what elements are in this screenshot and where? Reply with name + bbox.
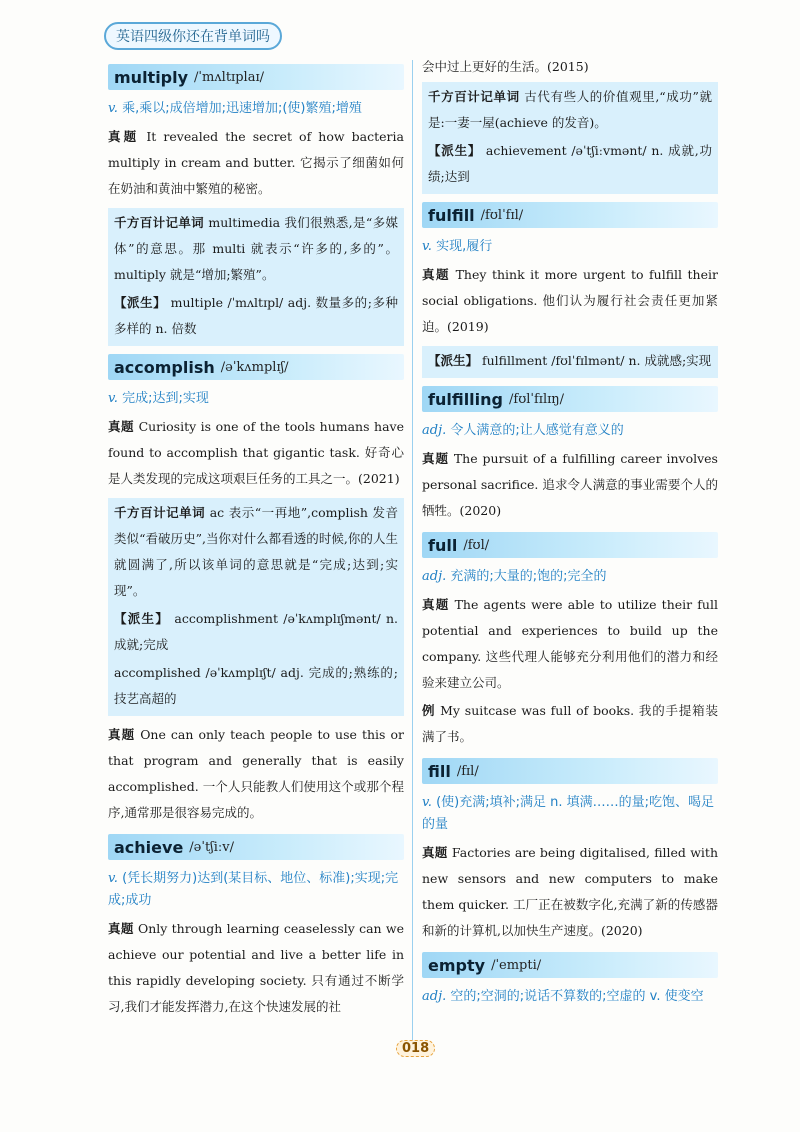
meaning: 完成;达到;实现 (122, 391, 209, 406)
exam-sentence (422, 840, 718, 944)
memory-tip-label: 千方百计记单词 (428, 89, 520, 104)
exam-label: 真题 (108, 419, 135, 434)
right-column (422, 54, 718, 1012)
exam-text: It revealed the secret of how bacteria multiply in cream and butter. 它揭示了细菌如何在奶油和黄油中繁殖的秘密。 (108, 129, 404, 196)
headword: fulfill (428, 205, 475, 225)
phonetic: /fʊlˈfɪl/ (480, 207, 524, 223)
headword: full (428, 535, 458, 555)
derivative-text-2: accomplished /əˈkʌmplɪʃt/ adj. 完成的;熟练的;技艺高超的 (114, 665, 398, 706)
part-of-speech: adj. (422, 423, 447, 438)
meaning: 空的;空洞的;说话不算数的;空虚的 v. 使变空 (450, 989, 704, 1004)
phonetic: /ˈempti/ (491, 957, 542, 973)
definition (108, 98, 404, 120)
derivative-text: fulfillment /fʊlˈfɪlmənt/ n. 成就感;实现 (482, 353, 712, 368)
derivative-label: 【派生】 (114, 611, 170, 626)
example-sentence (422, 698, 718, 750)
exam-sentence (108, 916, 404, 1020)
exam-label: 真题 (108, 129, 140, 144)
derivative-text: accomplishment /əˈkʌmplɪʃmənt/ n. 成就;完成 (114, 611, 398, 652)
exam-sentence (108, 722, 404, 826)
phonetic: /fʊl/ (463, 537, 490, 553)
exam-label: 真题 (108, 727, 136, 742)
headword: empty (428, 955, 486, 975)
exam-text: The pursuit of a fulfilling career involves personal sacrifice. 追求令人满意的事业需要个人的牺牲。(2020) (422, 451, 718, 518)
definition (422, 986, 718, 1008)
meaning: (凭长期努力)达到(某目标、地位、标准);实现;完成;成功 (108, 871, 399, 908)
headword: fulfilling (428, 389, 503, 409)
phonetic: /ˈmʌltɪplaɪ/ (194, 69, 264, 85)
exam-text: They think it more urgent to fulfill their social obligations. 他们认为履行社会责任更加紧迫。(2019) (422, 267, 718, 334)
phonetic: /fʊlˈfɪlɪŋ/ (509, 391, 565, 407)
definition (108, 868, 404, 912)
memory-tip-label: 千方百计记单词 (114, 215, 205, 230)
part-of-speech: adj. (422, 989, 447, 1004)
meaning: 充满的;大量的;饱的;完全的 (450, 569, 607, 584)
memory-tip-box (422, 82, 718, 194)
exam-text: Factories are being digitalised, filled with new sensors and new computers to make them quicker. 工厂正在被数字化,充满了新的传感器和新的计算机,以加快生产速度。(2020) (422, 845, 718, 938)
part-of-speech: v. (108, 101, 118, 116)
exam-label: 真题 (422, 451, 449, 466)
exam-text: Only through learning ceaselessly can we achieve our potential and live a better life in this rapidly developing society. 只有通过不断学习,我们才能发挥潜力,在这个快速发展的社 (108, 921, 404, 1014)
exam-label: 真题 (422, 597, 450, 612)
column-divider (412, 60, 413, 1050)
phonetic: /fɪl/ (456, 763, 479, 779)
entry-header-accomplish (108, 354, 404, 380)
page-number: 018 (396, 1040, 435, 1057)
derivative-text: multiple /ˈmʌltɪpl/ adj. 数量多的;多种多样的 n. 倍数 (114, 295, 398, 336)
derivative-text: achievement /əˈtʃiːvmənt/ n. 成就,功绩;达到 (428, 143, 712, 184)
entry-header-empty (422, 952, 718, 978)
definition (108, 388, 404, 410)
continued-text: 会中过上更好的生活。(2015) (422, 59, 589, 74)
entry-header-fulfilling (422, 386, 718, 412)
meaning: 乘,乘以;成倍增加;迅速增加;(使)繁殖;增殖 (122, 101, 362, 116)
phonetic: /əˈkʌmplɪʃ/ (220, 359, 289, 375)
headword: achieve (114, 837, 184, 857)
derivative-label: 【派生】 (428, 353, 479, 368)
exam-sentence (422, 446, 718, 524)
headword: multiply (114, 67, 189, 87)
entry-header-multiply (108, 64, 404, 90)
headword: fill (428, 761, 451, 781)
part-of-speech: v. (422, 239, 432, 254)
entry-header-fulfill (422, 202, 718, 228)
meaning: 实现,履行 (436, 239, 493, 254)
definition (422, 792, 718, 836)
phonetic: /əˈtʃiːv/ (189, 839, 234, 855)
memory-tip-text: 古代有些人的价值观里,“成功”就是:一妻一屋(achieve 的发音)。 (428, 89, 712, 130)
part-of-speech: v. (108, 391, 118, 406)
definition (422, 566, 718, 588)
memory-tip-box (108, 498, 404, 716)
entry-header-achieve (108, 834, 404, 860)
exam-text: Curiosity is one of the tools humans have found to accomplish that gigantic task. 好奇心是人类发现的完成这项艰巨任务的工具之一。(2021) (108, 419, 404, 486)
part-of-speech: v. (108, 871, 118, 886)
memory-tip-text: multimedia 我们很熟悉,是“多媒体”的意思。那 multi 就表示“许多的,多的”。multiply 就是“增加;繁殖”。 (114, 215, 398, 282)
exam-sentence (108, 414, 404, 492)
entry-header-full (422, 532, 718, 558)
definition (422, 236, 718, 258)
entry-header-fill (422, 758, 718, 784)
meaning: 令人满意的;让人感觉有意义的 (450, 423, 624, 438)
exam-sentence (108, 124, 404, 202)
part-of-speech: v. (422, 795, 432, 810)
exam-text: The agents were able to utilize their full potential and experiences to build up the company. 这些代理人能够充分利用他们的潜力和经验来建立公司。 (422, 597, 718, 690)
example-text: My suitcase was full of books. 我的手提箱装满了书。 (422, 703, 718, 744)
definition (422, 420, 718, 442)
derivative-label: 【派生】 (428, 143, 482, 158)
derivative-label: 【派生】 (114, 295, 167, 310)
headword: accomplish (114, 357, 215, 377)
meaning: (使)充满;填补;满足 n. 填满……的量;吃饱、喝足的量 (422, 795, 714, 832)
exam-label: 真题 (422, 267, 451, 282)
left-column (108, 56, 404, 1022)
exam-label: 真题 (422, 845, 448, 860)
exam-label: 真题 (108, 921, 134, 936)
exam-text: One can only teach people to use this or that program and generally that is easily accomplished. 一个人只能教人们使用这个或那个程序,通常那是很容易完成的。 (108, 727, 404, 820)
memory-tip-text: ac 表示“一再地”,complish 发音类似“看破历史”,当你对什么都看透的时候,你的人生就圆满了,所以该单词的意思就是“完成;达到;实现”。 (114, 505, 398, 598)
part-of-speech: adj. (422, 569, 447, 584)
exam-sentence (422, 262, 718, 340)
derivative-box (422, 346, 718, 378)
example-label: 例 (422, 703, 436, 718)
memory-tip-label: 千方百计记单词 (114, 505, 206, 520)
book-title-tag: 英语四级你还在背单词吗 (104, 22, 282, 50)
exam-sentence (422, 592, 718, 696)
memory-tip-box (108, 208, 404, 346)
